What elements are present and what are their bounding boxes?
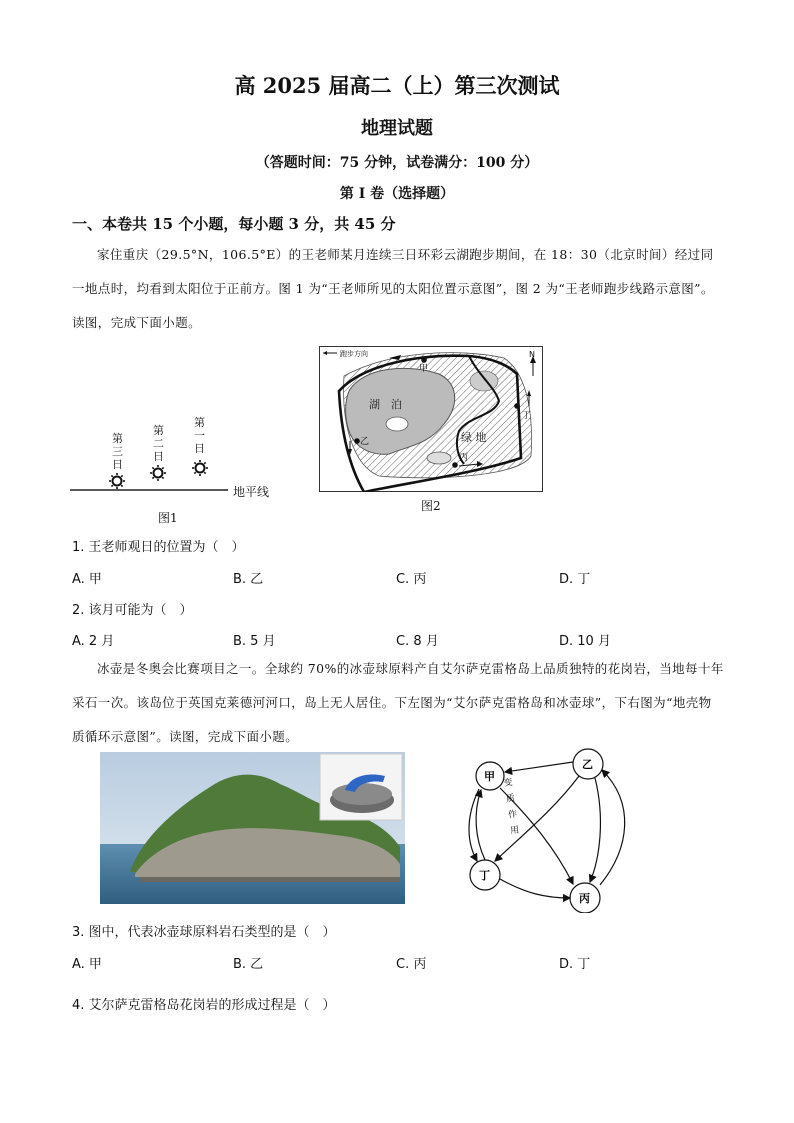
rock-cycle-diagram — [455, 748, 655, 913]
ding-label: 丁 — [522, 411, 532, 421]
figure-1-caption: 图1 — [158, 511, 178, 525]
island-photo — [100, 752, 405, 904]
legend-label: 跑步方向 — [340, 350, 368, 358]
q3-option-b[interactable]: B. 乙 — [233, 957, 264, 972]
point-yi — [354, 438, 360, 444]
lake-island — [386, 417, 408, 431]
q2-option-b[interactable]: B. 5 月 — [233, 634, 276, 649]
point-bing — [452, 462, 458, 468]
question-2: 2. 该月可能为（ ） — [72, 603, 193, 618]
question-1: 1. 王老师观日的位置为（ ） — [72, 540, 245, 555]
sun-day2-icon — [150, 465, 166, 481]
figure-2-caption: 图2 — [421, 499, 441, 513]
point-ding — [514, 403, 520, 409]
exam-meta: （答题时间：75 分钟，试卷满分：100 分） — [255, 155, 539, 171]
day1-label: 第一日 — [194, 416, 205, 455]
point-jia — [421, 357, 427, 363]
sun-day1-icon — [192, 460, 208, 476]
small-pond — [427, 452, 451, 464]
figure-1 — [68, 405, 308, 530]
q1-option-d[interactable]: D. 丁 — [559, 572, 591, 587]
exam-title: 高 2025 届高二（上）第三次测试 — [234, 73, 560, 98]
q1-option-c[interactable]: C. 丙 — [396, 572, 427, 587]
jia-label: 甲 — [419, 364, 429, 374]
q3-option-a[interactable]: A. 甲 — [72, 957, 102, 972]
q2-option-d[interactable]: D. 10 月 — [559, 634, 611, 649]
bing-label: 丙 — [459, 453, 469, 463]
q1-option-b[interactable]: B. 乙 — [233, 572, 264, 587]
q3-option-d[interactable]: D. 丁 — [559, 957, 591, 972]
day3-label: 第三日 — [112, 432, 123, 471]
cycle-bing: 丙 — [579, 892, 590, 905]
passage-2: 冰壶是冬奥会比赛项目之一。全球约 70%的冰壶球原料产自艾尔萨克雷格岛上品质独特的花岗岩，当地每十年采石一次。该岛位于英国克莱德河河口，岛上无人居住。下左图为“艾尔萨克雷格岛和冰壶球”，下右图为“地壳物质循环示意图”。读图，完成下面小题。 — [72, 661, 724, 744]
cycle-ding: 丁 — [479, 869, 490, 882]
intro-paragraph: 家住重庆（29.5°N，106.5°E）的王老师某月连续三日环彩云湖跑步期间，在 18：30（北京时间）经过同一地点时，均看到太阳位于正前方。图 1 为“王老师所见的太阳位置示意图”，图 2 为“王老师跑步线路示意图”。读图，完成下面小题。 — [72, 247, 714, 330]
cycle-yi: 乙 — [582, 758, 593, 771]
subject-title: 地理试题 — [361, 118, 433, 139]
figure-2-map — [319, 346, 543, 492]
q2-option-c[interactable]: C. 8 月 — [396, 634, 439, 649]
q3-option-c[interactable]: C. 丙 — [396, 957, 427, 972]
pond-ne — [470, 371, 498, 391]
north-label: N — [529, 350, 535, 359]
day2-label: 第二日 — [153, 424, 164, 463]
green-label: 绿 地 — [461, 431, 487, 444]
cycle-jia: 甲 — [484, 770, 495, 783]
q2-option-a[interactable]: A. 2 月 — [72, 634, 115, 649]
q1-option-a[interactable]: A. 甲 — [72, 572, 102, 587]
cycle-metamorphism-label: 变质作用 — [503, 777, 521, 837]
question-4: 4. 艾尔萨克雷格岛花岗岩的形成过程是（ ） — [72, 998, 336, 1013]
volume-title: 第 I 卷（选择题） — [339, 186, 455, 202]
lake-label: 湖 泊 — [369, 398, 402, 411]
section-heading: 一、本卷共 15 个小题，每小题 3 分，共 45 分 — [72, 215, 396, 233]
yi-label: 乙 — [360, 437, 370, 447]
sun-day3-icon — [109, 473, 125, 489]
question-3: 3. 图中，代表冰壶球原料岩石类型的是（ ） — [72, 925, 336, 940]
horizon-label: 地平线 — [233, 485, 270, 499]
